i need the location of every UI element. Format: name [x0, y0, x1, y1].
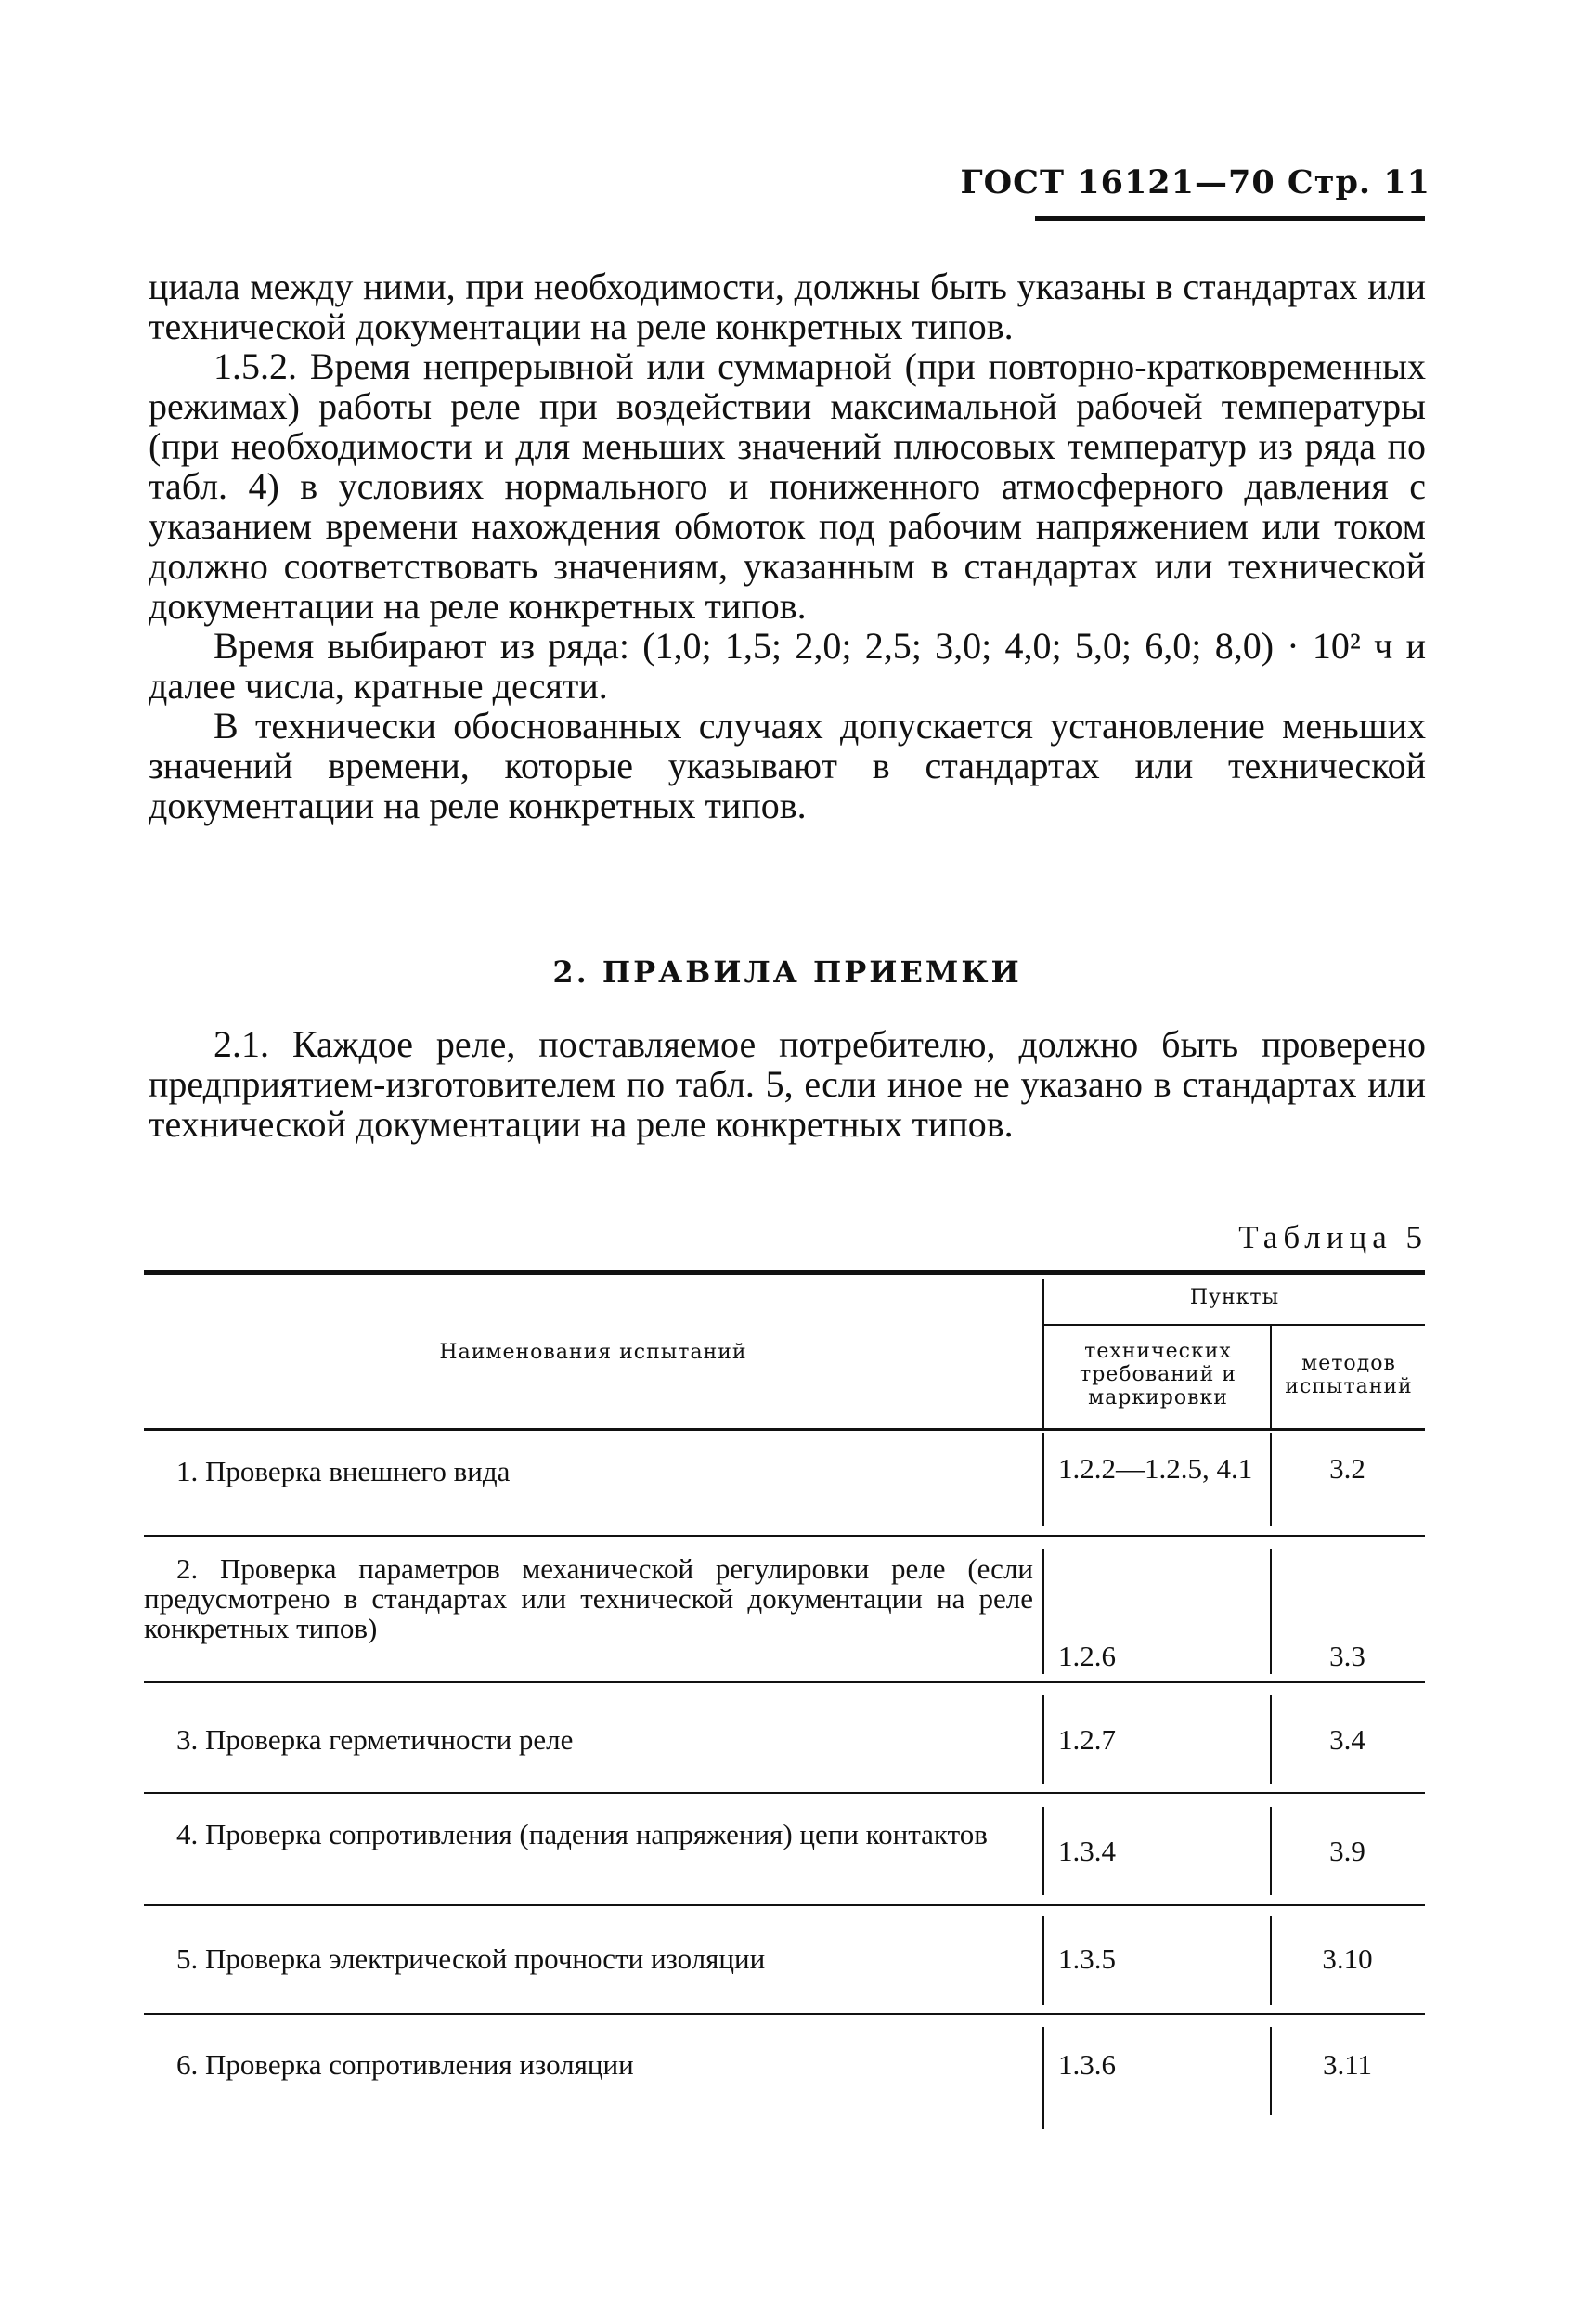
header-rule [1035, 216, 1425, 221]
table-caption: Таблица 5 [1238, 1219, 1428, 1255]
row3-vline-left [1042, 1695, 1044, 1784]
paragraph-exceptions: В технически обоснованных случаях допускается установление меньших значений времени, которые указывают в стандартах или технической документации на реле конкретных типов. [149, 705, 1426, 826]
row3-req: 1.2.7 [1058, 1723, 1116, 1756]
row-rule-2 [144, 1681, 1425, 1683]
row5-req: 1.3.5 [1058, 1942, 1116, 1975]
section-title: 2. ПРАВИЛА ПРИЕМКИ [552, 954, 1022, 990]
header-vline-mid [1270, 1326, 1272, 1430]
page-header: ГОСТ 16121—70 Стр. 11 [960, 163, 1430, 201]
header-name: Наименования испытаний [439, 1341, 747, 1364]
row4-vline-left [1042, 1807, 1044, 1895]
row6-req: 1.3.6 [1058, 2048, 1116, 2081]
row4-method: 3.9 [1329, 1835, 1365, 1867]
table-top-rule [144, 1270, 1425, 1275]
row5-method: 3.10 [1322, 1942, 1373, 1975]
row6-name: 6. Проверка сопротивления изоляции [176, 2048, 634, 2081]
paragraph-time-series: Время выбирают из ряда: (1,0; 1,5; 2,0; 2,5; 3,0; 4,0; 5,0; 6,0; 8,0) · 10² ч и далее числа, кратные десяти. [149, 625, 1426, 707]
row2-vline-left [1042, 1549, 1044, 1674]
header-requirements: технических требований и маркировки [1080, 1340, 1236, 1409]
row1-name: 1. Проверка внешнего вида [176, 1455, 511, 1487]
row2-req: 1.2.6 [1058, 1640, 1116, 1672]
row5-name: 5. Проверка электрической прочности изоляции [176, 1942, 766, 1975]
group-header-rule [1044, 1324, 1425, 1326]
paragraph-1-5-2: 1.5.2. Время непрерывной или суммарной (при повторно-кратковременных режимах) работы реле при воздействии максимальной рабочей температуры (при необходимости и для меньших значений плюсовых температур из ряда по табл. 4) в условиях нормального и пониженного атмосферного давления с указанием времени нахождения обмоток под рабочим напряжением или током должно соответствовать значениям, указанным в стандартах или технической документации на реле конкретных типов. [149, 345, 1426, 627]
header-methods: методов испытаний [1285, 1352, 1413, 1398]
table-row-name [144, 1457, 1033, 1487]
row3-name: 3. Проверка герметичности реле [176, 1723, 574, 1756]
row-rule-3 [144, 1792, 1425, 1794]
row6-method: 3.11 [1322, 2048, 1373, 2081]
row6-vline-left [1042, 2027, 1044, 2129]
table-header-rule [144, 1428, 1425, 1431]
row3-method: 3.4 [1329, 1723, 1365, 1756]
paragraph-2-1-block [149, 1024, 1426, 1144]
row1-req: 1.2.2—1.2.5, 4.1 [1058, 1452, 1253, 1485]
row2-method: 3.3 [1329, 1640, 1365, 1672]
row1-method: 3.2 [1329, 1452, 1365, 1485]
row-rule-1 [144, 1535, 1425, 1537]
body-text [149, 266, 1426, 825]
row1-vline-left [1042, 1433, 1044, 1526]
row5-vline-left [1042, 1916, 1044, 2005]
row4-name: 4. Проверка сопротивления (падения напряжения) цепи контактов [176, 1818, 988, 1850]
row2-name: 2. Проверка параметров механической регулировки реле (если предусмотрено в стандартах или технической документации на реле конкретных типов) [144, 1552, 1033, 1644]
row4-req: 1.3.4 [1058, 1835, 1116, 1867]
row-rule-5 [144, 2013, 1425, 2015]
row-rule-4 [144, 1904, 1425, 1906]
paragraph-continuation: циала между ними, при необходимости, должны быть указаны в стандартах или технической документации на реле конкретных типов. [149, 266, 1426, 347]
paragraph-2-1: 2.1. Каждое реле, поставляемое потребителю, должно быть проверено предприятием-изготовителем по табл. 5, если иное не указано в стандартах или технической документации на реле конкретных типов. [149, 1023, 1426, 1145]
header-group: Пункты [1189, 1286, 1280, 1309]
